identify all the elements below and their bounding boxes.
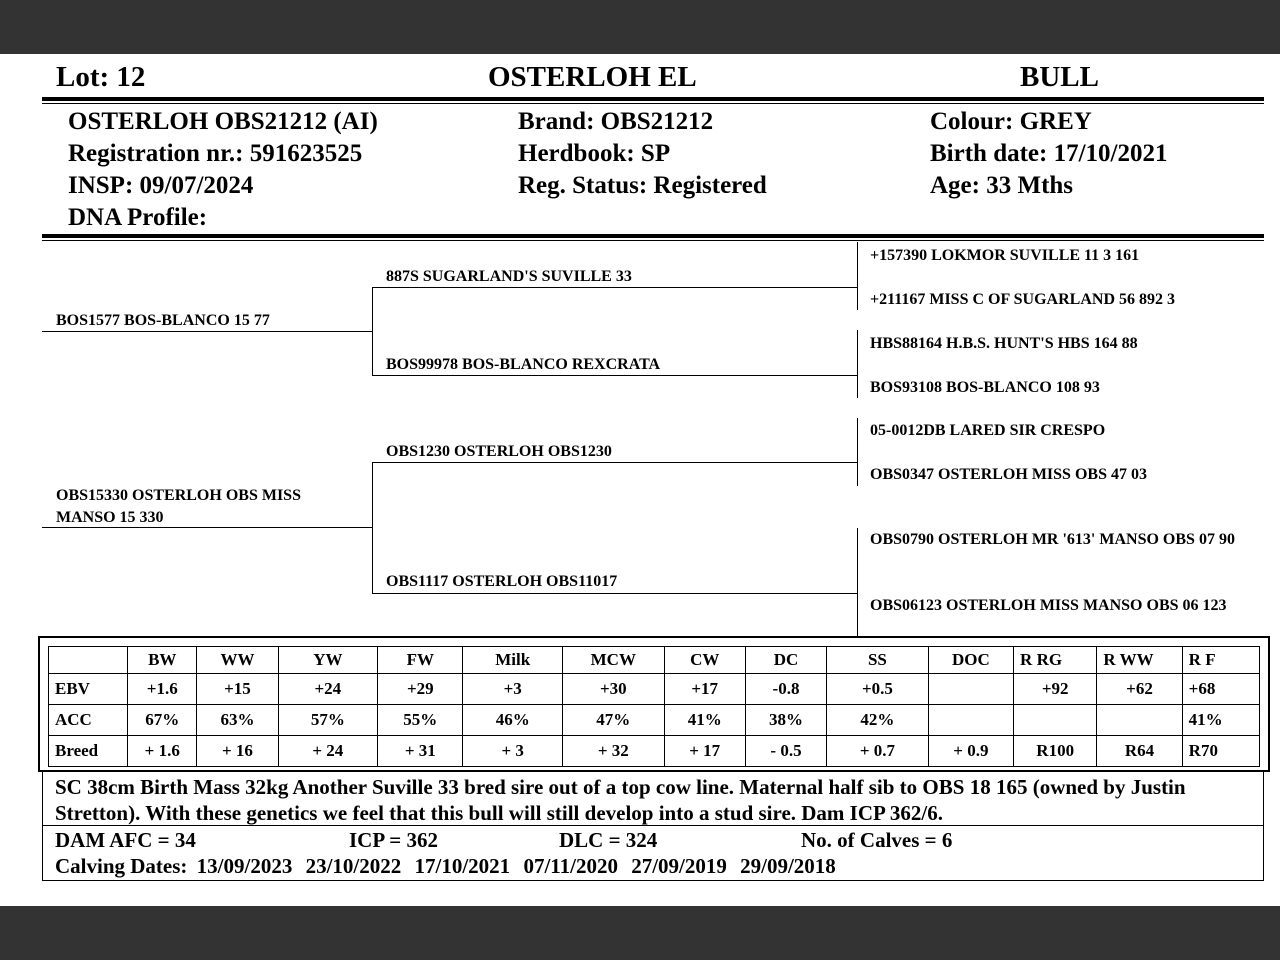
pedigree-gg-3: HBS88164 H.B.S. HUNT'S HBS 164 88: [870, 335, 1138, 352]
animal-name: OSTERLOH EL: [488, 61, 697, 93]
pedigree-gg-8: OBS06123 OSTERLOH MISS MANSO OBS 06 123: [870, 597, 1227, 614]
lot-number: Lot: 12: [56, 61, 146, 93]
pedigree-line: [372, 462, 858, 463]
ebv-header-cell: R WW: [1097, 647, 1182, 674]
ebv-cell: +29: [378, 674, 463, 705]
ebv-cell: 38%: [745, 705, 826, 736]
herdbook: Herdbook: SP: [518, 140, 671, 167]
ebv-cell: + 17: [664, 736, 745, 767]
ebv-cell: 41%: [1182, 705, 1259, 736]
animal-sex: BULL: [1020, 61, 1099, 93]
calving-date: 29/09/2018: [740, 854, 836, 878]
ebv-cell: +3: [463, 674, 563, 705]
dam-calves: No. of Calves = 6: [801, 828, 953, 852]
ebv-header-cell: DC: [745, 647, 826, 674]
ebv-row: [49, 736, 1260, 767]
ebv-header-row: [49, 647, 1260, 674]
colour: Colour: GREY: [930, 108, 1092, 135]
pedigree-line: [42, 527, 372, 528]
pedigree-sire-sire: 887S SUGARLAND'S SUVILLE 33: [386, 268, 632, 285]
ebv-cell: [928, 705, 1013, 736]
pedigree-gg-6: OBS0347 OSTERLOH MISS OBS 47 03: [870, 466, 1147, 483]
brand: Brand: OBS21212: [518, 108, 714, 135]
ebv-header-cell: [49, 647, 128, 674]
ebv-cell: +68: [1182, 674, 1259, 705]
ebv-cell: +15: [197, 674, 278, 705]
ebv-cell: 57%: [278, 705, 378, 736]
ebv-table: [48, 646, 1260, 767]
pedigree-connector: [857, 418, 858, 486]
ebv-cell: R70: [1182, 736, 1259, 767]
calving-date: 27/09/2019: [631, 854, 727, 878]
pedigree-line: [372, 287, 858, 288]
dam-stats: [42, 825, 1264, 881]
ebv-header-cell: SS: [827, 647, 929, 674]
ebv-cell: +0.5: [827, 674, 929, 705]
age: Age: 33 Mths: [930, 172, 1074, 199]
ebv-cell: + 0.7: [827, 736, 929, 767]
pedigree-sire: BOS1577 BOS-BLANCO 15 77: [56, 312, 270, 329]
ebv-cell: 55%: [378, 705, 463, 736]
ebv-cell: 41%: [664, 705, 745, 736]
ebv-cell: + 0.9: [928, 736, 1013, 767]
pedigree-line: [372, 593, 858, 594]
ebv-cell: 47%: [563, 705, 665, 736]
ebv-header-cell: R RG: [1014, 647, 1097, 674]
birth-date: Birth date: 17/10/2021: [930, 140, 1168, 167]
ebv-header-cell: BW: [128, 647, 197, 674]
ebv-row-label: ACC: [49, 705, 128, 736]
ebv-cell: + 3: [463, 736, 563, 767]
calving-dates: [55, 853, 836, 879]
pedigree-dam-dam: OBS1117 OSTERLOH OBS11017: [386, 573, 618, 590]
ebv-cell: +17: [664, 674, 745, 705]
pedigree-connector: [372, 462, 373, 594]
ebv-header-cell: CW: [664, 647, 745, 674]
ebv-cell: +24: [278, 674, 378, 705]
ebv-table-frame: [38, 636, 1270, 772]
ebv-header-cell: FW: [378, 647, 463, 674]
ebv-cell: + 31: [378, 736, 463, 767]
ebv-header-cell: YW: [278, 647, 378, 674]
pedigree-connector: [372, 287, 373, 375]
ebv-header-cell: WW: [197, 647, 278, 674]
pedigree-gg-7: OBS0790 OSTERLOH MR '613' MANSO OBS 07 90: [870, 531, 1235, 548]
ebv-cell: 67%: [128, 705, 197, 736]
ebv-cell: R100: [1014, 736, 1097, 767]
ebv-row-label: Breed: [49, 736, 128, 767]
ebv-cell: + 16: [197, 736, 278, 767]
ebv-row-label: EBV: [49, 674, 128, 705]
calving-date: 07/11/2020: [523, 854, 618, 878]
ebv-row: [49, 705, 1260, 736]
pedigree-connector: [857, 330, 858, 398]
pedigree-connector: [857, 242, 858, 310]
pedigree-gg-5: 05-0012DB LARED SIR CRESPO: [870, 422, 1106, 439]
ebv-cell: 63%: [197, 705, 278, 736]
pedigree-sire-dam: BOS99978 BOS-BLANCO REXCRATA: [386, 356, 661, 373]
dam-icp: ICP = 362: [349, 828, 438, 852]
dam-dlc: DLC = 324: [559, 828, 658, 852]
pedigree-gg-4: BOS93108 BOS-BLANCO 108 93: [870, 379, 1100, 396]
calving-dates-label: Calving Dates:: [55, 854, 188, 878]
ebv-row: [49, 674, 1260, 705]
ebv-cell: +92: [1014, 674, 1097, 705]
pedigree-line: [42, 331, 372, 332]
ebv-cell: -0.8: [745, 674, 826, 705]
ebv-cell: [1097, 705, 1182, 736]
registration-number: Registration nr.: 591623525: [68, 140, 363, 167]
ebv-header-cell: DOC: [928, 647, 1013, 674]
info-rule-thick: [42, 234, 1264, 238]
inspection-date: INSP: 09/07/2024: [68, 172, 254, 199]
ebv-cell: +1.6: [128, 674, 197, 705]
ebv-cell: + 1.6: [128, 736, 197, 767]
ebv-header-cell: R F: [1182, 647, 1259, 674]
registration-status: Reg. Status: Registered: [518, 172, 767, 199]
ebv-cell: R64: [1097, 736, 1182, 767]
pedigree-gg-1: +157390 LOKMOR SUVILLE 11 3 161: [870, 247, 1140, 264]
pedigree-connector: [857, 528, 858, 638]
calving-date: 17/10/2021: [414, 854, 511, 878]
ebv-cell: [1014, 705, 1097, 736]
catalogue-page: [0, 54, 1280, 906]
pedigree-dam-sire: OBS1230 OSTERLOH OBS1230: [386, 443, 612, 460]
dam-afc: DAM AFC = 34: [55, 828, 196, 852]
calving-date: 13/09/2023: [196, 854, 293, 878]
header-rule-thick: [42, 97, 1264, 101]
header-rule-thin: [42, 103, 1264, 104]
ebv-cell: [928, 674, 1013, 705]
ebv-cell: +62: [1097, 674, 1182, 705]
ebv-header-cell: MCW: [563, 647, 665, 674]
ebv-cell: 42%: [827, 705, 929, 736]
info-rule-thin: [42, 240, 1264, 241]
pedigree-gg-2: +211167 MISS C OF SUGARLAND 56 892 3: [870, 291, 1175, 308]
ebv-cell: +30: [563, 674, 665, 705]
full-name: OSTERLOH OBS21212 (AI): [68, 108, 378, 135]
ebv-cell: + 32: [563, 736, 665, 767]
pedigree-dam: OBS15330 OSTERLOH OBS MISS MANSO 15 330: [56, 487, 301, 526]
pedigree-line: [372, 375, 858, 376]
calving-date: 23/10/2022: [305, 854, 402, 878]
ebv-cell: - 0.5: [745, 736, 826, 767]
ebv-cell: 46%: [463, 705, 563, 736]
ebv-header-cell: Milk: [463, 647, 563, 674]
comments: SC 38cm Birth Mass 32kg Another Suville 33 bred sire out of a top cow line. Maternal half sib to OBS 18 165 (owned by Justin Stretton). With these genetics we feel that this bull will still develop into a stud sire. Dam ICP 362/6.: [42, 772, 1264, 826]
dna-profile: DNA Profile:: [68, 204, 208, 231]
ebv-cell: + 24: [278, 736, 378, 767]
